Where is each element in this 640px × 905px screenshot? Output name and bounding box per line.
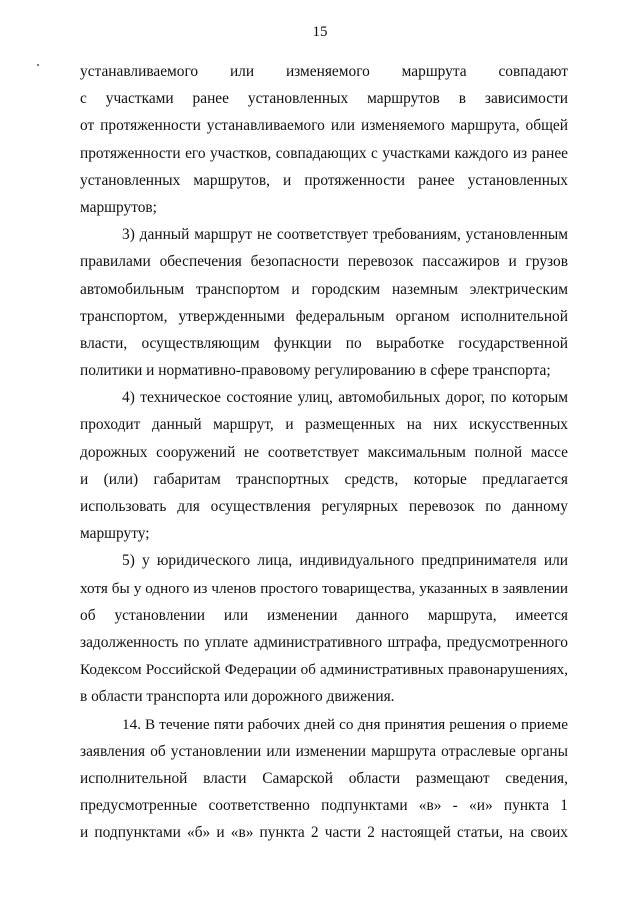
text-line: хотя бы у одного из членов простого товарищества, указанных в заявлении [80,579,568,597]
text-line: Кодексом Российской Федерации об административных правонарушениях, [80,661,568,679]
text-line: правилами обеспечения безопасности перевозок пассажиров и грузов [80,253,568,271]
text-line: задолженность по уплате административного штрафа, предусмотренного [80,633,568,651]
text-line: заявления об установлении или изменении маршрута отраслевые органы [80,742,568,760]
text-line: установленных маршрутов, и протяженности ранее установленных [80,171,568,189]
body-text [80,58,568,846]
text-line: дорожных сооружений не соответствует максимальным полной массе [80,443,568,461]
text-line: 5) у юридического лица, индивидуального предпринимателя или [122,552,568,570]
text-line: исполнительной власти Самарской области размещают сведения, [80,769,568,787]
text-line: с участками ранее установленных маршрутов в зависимости [80,90,568,108]
text-line: предусмотренные соответственно подпунктами «в» - «и» пункта 1 [80,797,568,815]
text-line: об установлении или изменении данного маршрута, имеется [80,606,568,624]
text-line: 14. В течение пяти рабочих дней со дня принятия решения о приеме [122,715,568,733]
page-number: 15 [312,24,328,40]
text-line: власти, осуществляющим функции по выработке государственной [80,334,568,352]
text-line: в области транспорта или дорожного движения. [80,688,395,706]
text-line: 4) техническое состояние улиц, автомобильных дорог, по которым [122,389,568,407]
text-line: маршруту; [80,525,150,543]
text-line: от протяженности устанавливаемого или изменяемого маршрута, общей [80,117,568,135]
text-line: политики и нормативно-правовому регулированию в сфере транспорта; [80,362,551,380]
text-line: и (или) габаритам транспортных средств, которые предлагается [80,470,568,488]
text-line: и подпунктами «б» и «в» пункта 2 части 2 настоящей статьи, на своих [80,824,568,842]
scan-speck [37,64,39,66]
text-line: проходит данный маршрут, и размещенных на них искусственных [80,416,568,434]
text-line: 3) данный маршрут не соответствует требованиям, установленным [122,226,568,244]
text-line: автомобильным транспортом и городским наземным электрическим [80,280,568,298]
text-line: протяженности его участков, совпадающих с участками каждого из ранее [80,144,568,162]
text-line: использовать для осуществления регулярных перевозок по данному [80,498,568,515]
text-line: устанавливаемого или изменяемого маршрута совпадают [80,63,568,80]
text-line: маршрутов; [80,198,157,216]
text-line: транспортом, утвержденными федеральным органом исполнительной [80,307,568,325]
